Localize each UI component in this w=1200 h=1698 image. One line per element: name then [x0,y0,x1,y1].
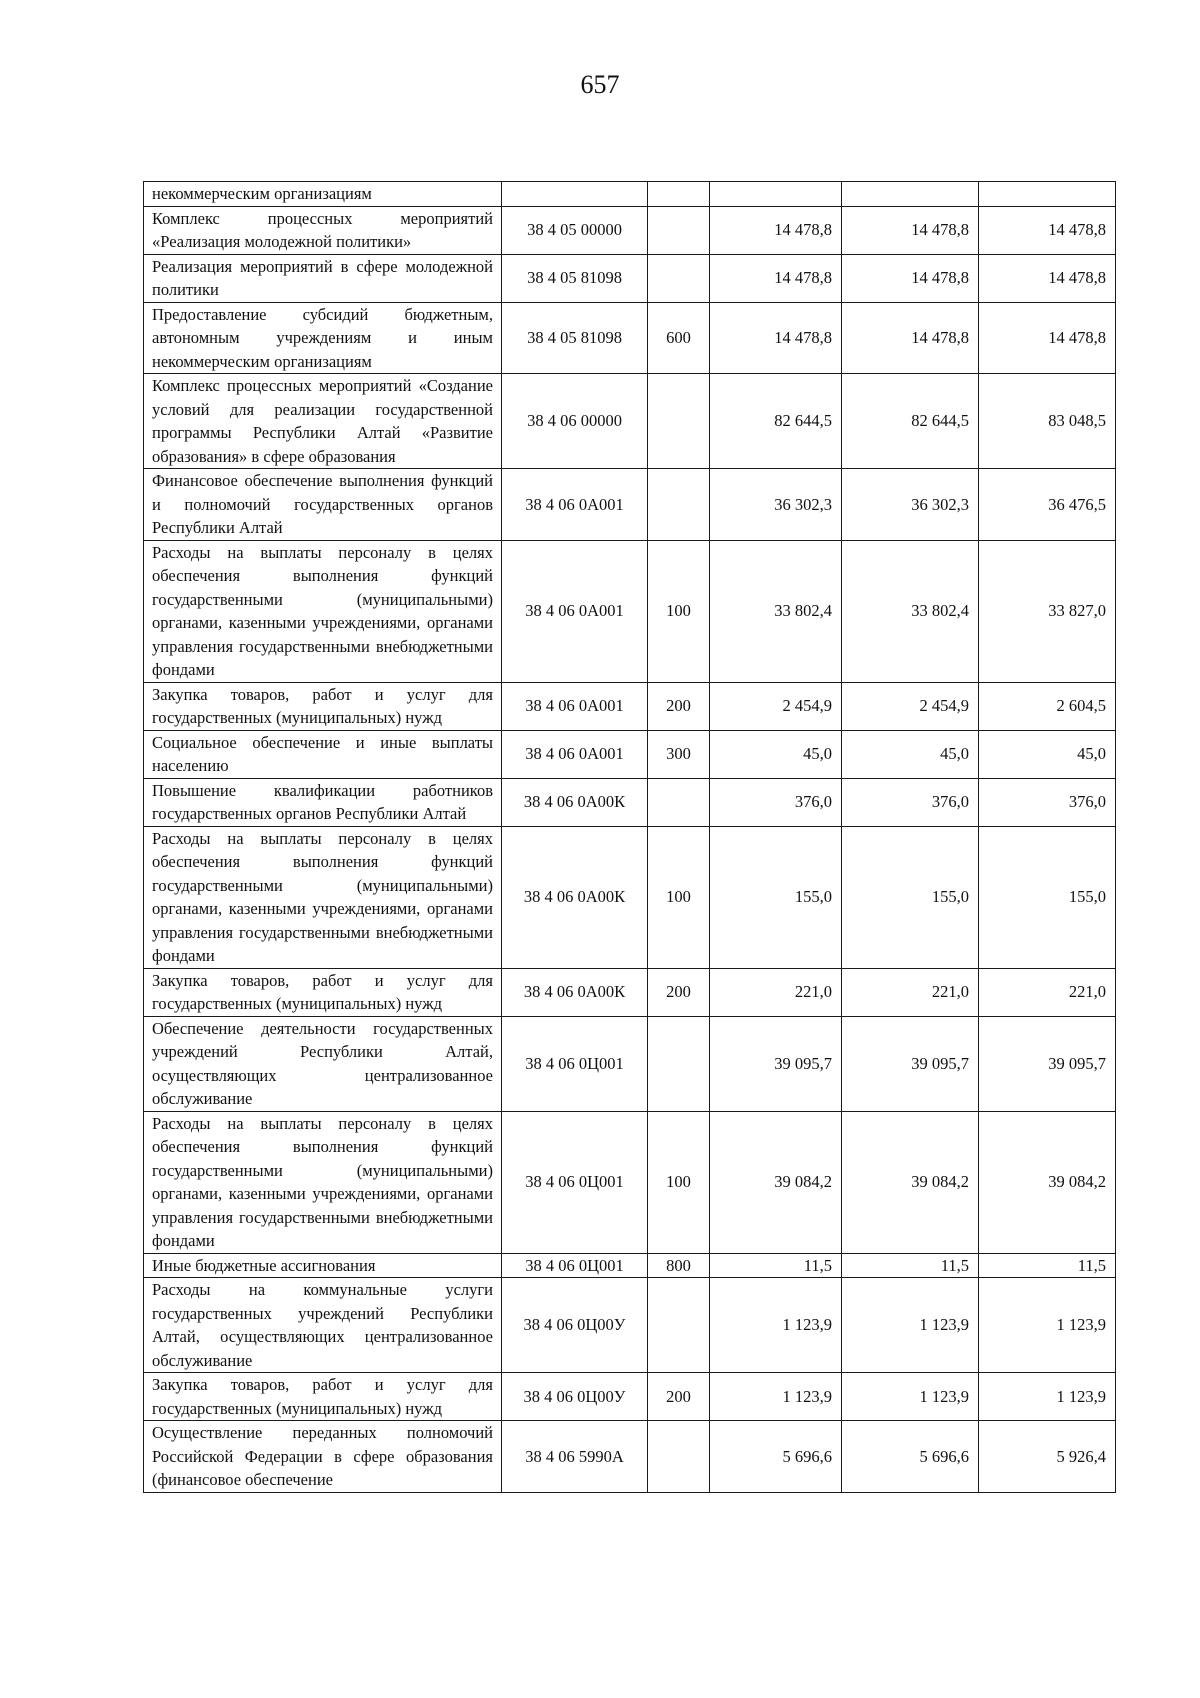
target-code-cell: 38 4 06 00000 [502,374,648,469]
amount-year-2-cell: 14 478,8 [842,302,979,374]
expense-type-cell: 200 [648,968,710,1016]
expense-name-cell: Расходы на выплаты персоналу в целях обеспечения выполнения функций государственными (муниципальными) органами, казенными учреждениями, органами управления государственными внебюджетными фондами [144,540,502,682]
expense-name-cell: Обеспечение деятельности государственных учреждений Республики Алтай, осуществляющих централизованное обслуживание [144,1016,502,1111]
expense-name-cell: Закупка товаров, работ и услуг для государственных (муниципальных) нужд [144,968,502,1016]
expense-name-cell: Закупка товаров, работ и услуг для государственных (муниципальных) нужд [144,682,502,730]
table-row [144,540,1116,682]
expense-name-cell: Закупка товаров, работ и услуг для государственных (муниципальных) нужд [144,1373,502,1421]
target-code-cell: 38 4 06 5990А [502,1421,648,1493]
amount-year-2-cell: 33 802,4 [842,540,979,682]
expense-type-cell: 300 [648,730,710,778]
expense-name-cell: Расходы на выплаты персоналу в целях обеспечения выполнения функций государственными (муниципальными) органами, казенными учреждениями, органами управления государственными внебюджетными фондами [144,1111,502,1253]
amount-year-3-cell: 39 095,7 [979,1016,1116,1111]
target-code-cell: 38 4 06 0А00К [502,778,648,826]
budget-table [143,181,1116,1493]
target-code-cell: 38 4 06 0Ц00У [502,1373,648,1421]
expense-name-cell: Иные бюджетные ассигнования [144,1253,502,1278]
target-code-cell: 38 4 06 0А001 [502,730,648,778]
expense-type-cell: 100 [648,540,710,682]
target-code-cell: 38 4 05 81098 [502,254,648,302]
amount-year-1-cell: 1 123,9 [710,1278,842,1373]
amount-year-2-cell: 45,0 [842,730,979,778]
table-row [144,826,1116,968]
amount-year-1-cell: 33 802,4 [710,540,842,682]
expense-type-cell: 200 [648,682,710,730]
expense-name-cell: Комплекс процессных мероприятий «Создание условий для реализации государственной программы Республики Алтай «Развитие образования» в сфере образования [144,374,502,469]
amount-year-3-cell: 376,0 [979,778,1116,826]
expense-type-cell [648,254,710,302]
table-row [144,1253,1116,1278]
expense-type-cell: 100 [648,826,710,968]
table-row [144,968,1116,1016]
expense-type-cell [648,778,710,826]
expense-type-cell: 600 [648,302,710,374]
amount-year-3-cell: 1 123,9 [979,1278,1116,1373]
amount-year-1-cell: 45,0 [710,730,842,778]
amount-year-3-cell: 36 476,5 [979,469,1116,541]
amount-year-1-cell: 5 696,6 [710,1421,842,1493]
amount-year-1-cell: 39 095,7 [710,1016,842,1111]
target-code-cell: 38 4 06 0А001 [502,540,648,682]
table-row [144,302,1116,374]
expense-name-cell: Комплекс процессных мероприятий «Реализация молодежной политики» [144,206,502,254]
expense-name-cell: Социальное обеспечение и иные выплаты населению [144,730,502,778]
target-code-cell: 38 4 05 81098 [502,302,648,374]
amount-year-1-cell [710,182,842,207]
amount-year-1-cell: 82 644,5 [710,374,842,469]
target-code-cell: 38 4 06 0Ц001 [502,1016,648,1111]
amount-year-2-cell: 376,0 [842,778,979,826]
table-row [144,1421,1116,1493]
amount-year-3-cell: 11,5 [979,1253,1116,1278]
target-code-cell: 38 4 06 0Ц001 [502,1253,648,1278]
expense-type-cell [648,469,710,541]
page-number: 657 [580,70,620,99]
amount-year-1-cell: 11,5 [710,1253,842,1278]
amount-year-2-cell: 11,5 [842,1253,979,1278]
amount-year-2-cell: 155,0 [842,826,979,968]
amount-year-3-cell: 45,0 [979,730,1116,778]
table-row [144,1111,1116,1253]
table-row [144,469,1116,541]
amount-year-3-cell: 83 048,5 [979,374,1116,469]
amount-year-1-cell: 155,0 [710,826,842,968]
expense-name-cell: Финансовое обеспечение выполнения функций и полномочий государственных органов Республики Алтай [144,469,502,541]
expense-name-cell: Реализация мероприятий в сфере молодежной политики [144,254,502,302]
table-row [144,182,1116,207]
table-row [144,1373,1116,1421]
amount-year-2-cell: 221,0 [842,968,979,1016]
expense-name-cell: Расходы на выплаты персоналу в целях обеспечения выполнения функций государственными (муниципальными) органами, казенными учреждениями, органами управления государственными внебюджетными фондами [144,826,502,968]
target-code-cell: 38 4 06 0А00К [502,826,648,968]
amount-year-2-cell: 39 095,7 [842,1016,979,1111]
amount-year-1-cell: 376,0 [710,778,842,826]
amount-year-3-cell: 2 604,5 [979,682,1116,730]
expense-type-cell [648,1278,710,1373]
amount-year-2-cell: 14 478,8 [842,254,979,302]
table-row [144,1278,1116,1373]
amount-year-2-cell: 1 123,9 [842,1278,979,1373]
amount-year-2-cell: 36 302,3 [842,469,979,541]
expense-name-cell: некоммерческим организациям [144,182,502,207]
expense-name-cell: Осуществление переданных полномочий Российской Федерации в сфере образования (финансовое обеспечение [144,1421,502,1493]
target-code-cell: 38 4 06 0Ц00У [502,1278,648,1373]
amount-year-3-cell: 5 926,4 [979,1421,1116,1493]
amount-year-1-cell: 36 302,3 [710,469,842,541]
amount-year-1-cell: 14 478,8 [710,302,842,374]
amount-year-3-cell: 14 478,8 [979,206,1116,254]
amount-year-3-cell: 14 478,8 [979,302,1116,374]
amount-year-1-cell: 221,0 [710,968,842,1016]
amount-year-2-cell: 5 696,6 [842,1421,979,1493]
table-row [144,730,1116,778]
amount-year-2-cell: 39 084,2 [842,1111,979,1253]
amount-year-3-cell: 155,0 [979,826,1116,968]
amount-year-1-cell: 14 478,8 [710,206,842,254]
table-row [144,1016,1116,1111]
amount-year-3-cell: 1 123,9 [979,1373,1116,1421]
amount-year-3-cell [979,182,1116,207]
expense-type-cell [648,1421,710,1493]
target-code-cell: 38 4 06 0А00К [502,968,648,1016]
table-body [144,182,1116,1493]
target-code-cell: 38 4 05 00000 [502,206,648,254]
expense-type-cell [648,374,710,469]
table-row [144,254,1116,302]
amount-year-2-cell [842,182,979,207]
amount-year-2-cell: 14 478,8 [842,206,979,254]
amount-year-1-cell: 1 123,9 [710,1373,842,1421]
amount-year-3-cell: 39 084,2 [979,1111,1116,1253]
expense-type-cell: 100 [648,1111,710,1253]
table-row [144,374,1116,469]
target-code-cell: 38 4 06 0Ц001 [502,1111,648,1253]
amount-year-3-cell: 14 478,8 [979,254,1116,302]
amount-year-2-cell: 1 123,9 [842,1373,979,1421]
table-row [144,778,1116,826]
amount-year-2-cell: 2 454,9 [842,682,979,730]
expense-name-cell: Повышение квалификации работников государственных органов Республики Алтай [144,778,502,826]
expense-type-cell [648,206,710,254]
target-code-cell [502,182,648,207]
expense-type-cell [648,1016,710,1111]
expense-name-cell: Предоставление субсидий бюджетным, автономным учреждениям и иным некоммерческим организациям [144,302,502,374]
expense-type-cell: 200 [648,1373,710,1421]
amount-year-1-cell: 14 478,8 [710,254,842,302]
amount-year-3-cell: 221,0 [979,968,1116,1016]
table-row [144,206,1116,254]
amount-year-2-cell: 82 644,5 [842,374,979,469]
expense-type-cell [648,182,710,207]
table-row [144,682,1116,730]
target-code-cell: 38 4 06 0А001 [502,682,648,730]
expense-name-cell: Расходы на коммунальные услуги государственных учреждений Республики Алтай, осуществляющих централизованное обслуживание [144,1278,502,1373]
amount-year-1-cell: 39 084,2 [710,1111,842,1253]
expense-type-cell: 800 [648,1253,710,1278]
amount-year-1-cell: 2 454,9 [710,682,842,730]
amount-year-3-cell: 33 827,0 [979,540,1116,682]
target-code-cell: 38 4 06 0А001 [502,469,648,541]
